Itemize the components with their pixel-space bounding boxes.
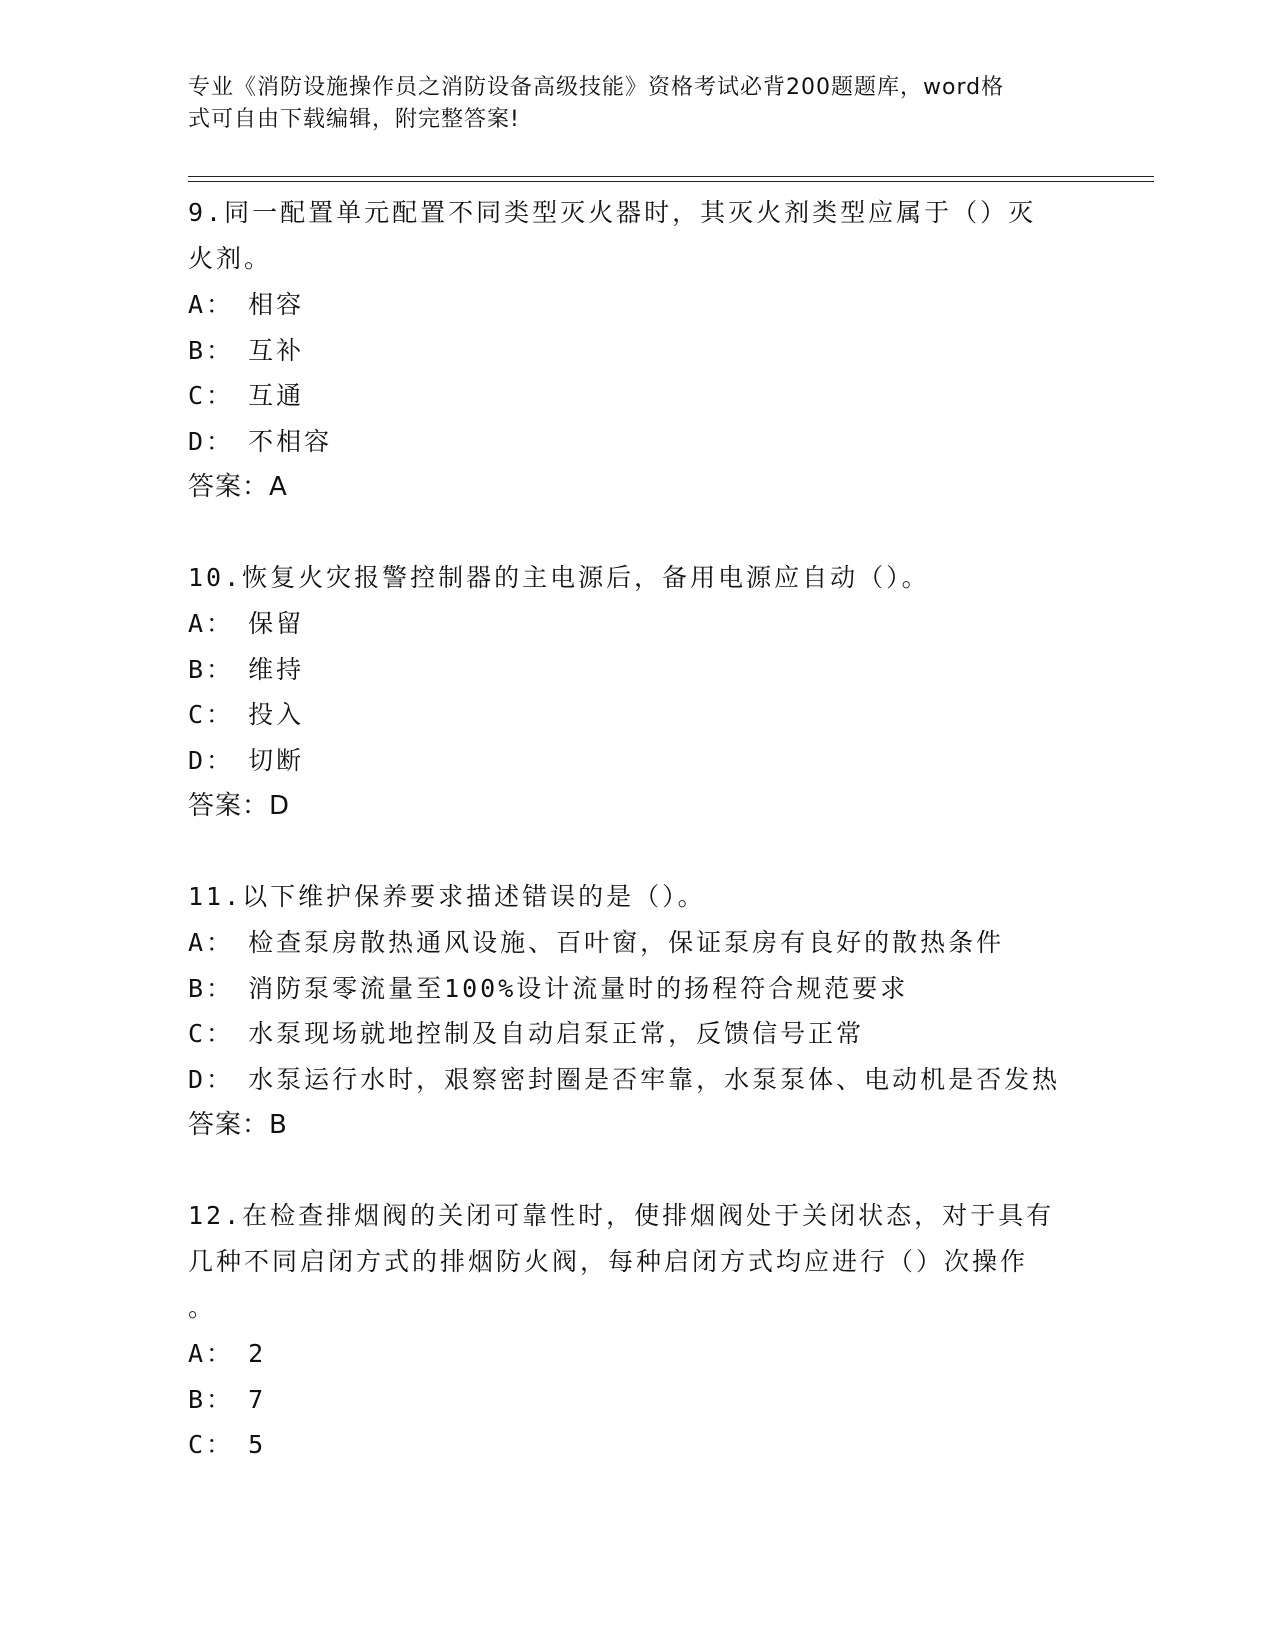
question-11 [188,874,1088,1148]
option-text: 2 [248,1339,267,1368]
option-text: 不相容 [248,426,333,456]
question-9 [188,190,1088,510]
option-key: B： [188,335,235,365]
stem-line: 。 [188,1293,217,1322]
option-key: B： [188,654,235,684]
option-b [188,328,1088,374]
stem-line: 9.同一配置单元配置不同类型灭火器时，其灭火剂类型应属于（）灭 [188,198,1037,227]
option-key: C： [188,1430,235,1459]
option-text: 检查泵房散热通风设施、百叶窗，保证泵房有良好的散热条件 [248,928,1005,957]
option-c [188,373,1088,419]
option-b [188,966,1088,1012]
option-text: 互通 [248,381,305,410]
question-stem [188,555,1088,601]
option-b [188,647,1088,693]
option-a [188,601,1088,647]
header-line-1: 专业《消防设施操作员之消防设备高级技能》资格考试必背200题题库，word格 [188,75,1005,100]
header-divider-top [188,176,1154,177]
option-text: 相容 [248,290,305,319]
option-text: 切断 [248,745,305,775]
option-b [188,1377,1088,1423]
stem-line: 几种不同启闭方式的排烟防火阀，每种启闭方式均应进行（）次操作 [188,1247,1029,1276]
option-a [188,282,1088,328]
option-text: 维持 [248,654,305,684]
option-d [188,1057,1088,1103]
option-text: 5 [248,1430,267,1459]
header-line-2: 式可自由下载编辑，附完整答案! [188,107,520,132]
option-text: 保留 [248,609,305,638]
header-divider-bottom [188,181,1154,182]
option-key: C： [188,700,235,729]
option-key: C： [188,381,235,410]
option-text: 消防泵零流量至100%设计流量时的扬程符合规范要求 [248,973,909,1003]
question-stem [188,1193,1088,1331]
option-key: A： [188,1339,235,1368]
document-header [188,72,1068,136]
option-text: 投入 [248,700,305,729]
option-a [188,1331,1088,1377]
answer-label: 答案：D [188,791,291,821]
option-c [188,1422,1088,1468]
question-10 [188,555,1088,829]
option-d [188,419,1088,465]
option-text: 7 [248,1384,267,1414]
option-c [188,1011,1088,1057]
answer-label: 答案：A [188,472,288,502]
stem-line: 10.恢复火灾报警控制器的主电源后，备用电源应自动（）。 [188,563,930,592]
stem-line: 12.在检查排烟阀的关闭可靠性时，使排烟阀处于关闭状态，对于具有 [188,1201,1055,1230]
option-a [188,920,1088,966]
option-key: B： [188,1384,235,1414]
option-key: B： [188,973,235,1003]
stem-line: 11.以下维护保养要求描述错误的是（）。 [188,882,706,911]
option-key: C： [188,1019,235,1048]
option-c [188,692,1088,738]
question-stem [188,190,1088,282]
option-key: A： [188,609,235,638]
option-key: A： [188,928,235,957]
question-list [188,190,1088,1468]
stem-line: 火剂。 [188,244,273,273]
option-key: D： [188,426,235,456]
option-key: A： [188,290,235,319]
option-d [188,738,1088,784]
option-text: 互补 [248,335,305,365]
option-text: 水泵现场就地控制及自动启泵正常，反馈信号正常 [248,1019,865,1048]
option-key: D： [188,1064,235,1094]
question-stem [188,874,1088,920]
option-text: 水泵运行水时，艰察密封圈是否牢靠，水泵泵体、电动机是否发热 [248,1064,1061,1094]
answer-label: 答案：B [188,1110,288,1140]
option-key: D： [188,745,235,775]
question-12 [188,1193,1088,1468]
